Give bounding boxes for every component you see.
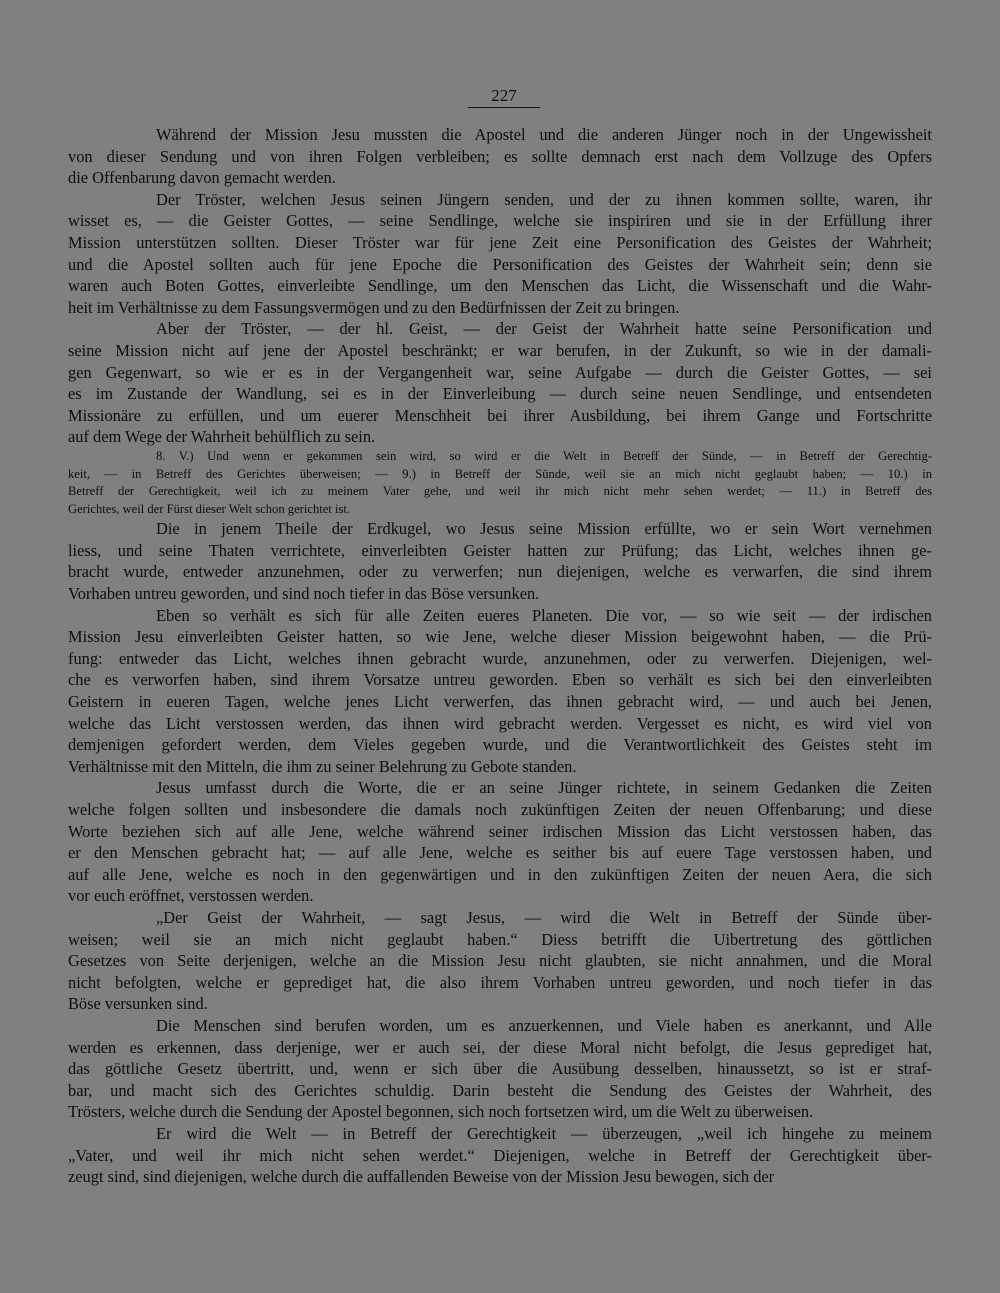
- text-line: welche folgen sollten und insbesondere die damals noch zukünftigen Zeiten der neuen Offenbarung; und diese: [68, 800, 932, 819]
- text-line: auf dem Wege der Wahrheit behülflich zu sein.: [68, 427, 376, 447]
- text-line: gen Gegenwart, so wie er es in der Vergangenheit war, seine Aufgabe — durch die Geister Gottes, — sei: [68, 362, 932, 382]
- text-line: Während der Mission Jesu mussten die Apostel und die anderen Jünger noch in der Ungewissheit: [156, 125, 932, 144]
- text-line: Worte beziehen sich auf alle Jene, welche während seiner irdischen Mission das Licht verstossen haben, das: [68, 821, 932, 841]
- paragraph: [68, 318, 932, 448]
- text-line: keit, — in Betreff des Gerichtes überweisen; — 9.) in Betreff der Sünde, weil sie an mich nicht geglaubt haben; — 10.) in: [68, 466, 932, 481]
- paragraph: [68, 518, 932, 604]
- text-line: Er wird die Welt — in Betreff der Gerechtigkeit — überzeugen, „weil ich hingehe zu meinem: [156, 1123, 932, 1143]
- paragraph: [68, 605, 932, 778]
- text-line: das göttliche Gesetz übertritt, und, wenn er sich über die Ausübung desselben, hinaussetzt, so ist er straf-: [68, 1059, 932, 1079]
- text-line: „Der Geist der Wahrheit, — sagt Jesus, — wird die Welt in Betreff der Sünde über-: [156, 907, 932, 927]
- text-line: weisen; weil sie an mich nicht geglaubt haben.“ Diess betrifft die Uibertretung des göttlichen: [68, 929, 932, 949]
- text-line: Eben so verhält es sich für alle Zeiten eueres Planeten. Die vor, — so wie seit — der irdischen: [156, 605, 932, 625]
- text-line: wisset es, — die Geister Gottes, — seine Sendlinge, welche sie inspiriren und sie in der Erfüllung ihrer: [68, 211, 932, 231]
- text-line: Geistern in eueren Tagen, welche jenes Licht verwerfen, das ihnen gebracht wird, — und auch bei Jenen,: [68, 692, 932, 712]
- text-line: Mission unterstützen sollten. Dieser Tröster war für jene Zeit eine Personification des Geistes der Wahrheit;: [68, 232, 932, 252]
- text-line: vor euch eröffnet, verstossen werden.: [68, 886, 314, 906]
- text-line: bar, und macht sich des Gerichtes schuldig. Darin besteht die Sendung des Geistes der Wahrheit, des: [68, 1080, 932, 1100]
- text-line: Gesetzes von Seite derjenigen, welche an die Mission Jesu nicht glaubten, sie nicht annahmen, und die Moral: [68, 951, 932, 971]
- text-line: Missionäre zu erfüllen, und um euerer Menschheit bei ihrer Ausbildung, bei ihrem Gange und Fortschritte: [68, 405, 932, 425]
- text-line: auf alle Jene, welche es noch in den gegenwärtigen und in den zukünftigen Zeiten der neuen Aera, die sich: [68, 864, 932, 884]
- paragraph: [68, 1123, 932, 1188]
- text-line: welche das Licht verstossen werden, das ihnen wird gebracht werden. Vergesset es nicht, es wird viel von: [68, 713, 932, 733]
- paragraph: [68, 189, 932, 319]
- text-line: es im Zustande der Wandlung, sei es in der Einverleibung — durch seine neuen Sendlinge, und entsendeten: [68, 384, 932, 404]
- text-line: Die Menschen sind berufen worden, um es anzuerkennen, und Viele haben es anerkannt, und Alle: [156, 1015, 932, 1035]
- paragraph: [68, 1015, 932, 1123]
- text-line: seine Mission nicht auf jene der Apostel beschränkt; er war berufen, in der Zukunft, so wie in der damali-: [68, 340, 932, 360]
- text-line: die Offenbarung davon gemacht werden.: [68, 168, 336, 188]
- text-line: Aber der Tröster, — der hl. Geist, — der Geist der Wahrheit hatte seine Personification und: [156, 319, 932, 339]
- text-line: Verhältnisse mit den Mitteln, die ihm zu seiner Belehrung zu Gebote standen.: [68, 756, 577, 776]
- text-line: fung: entweder das Licht, welches ihnen gebracht wurde, anzunehmen, oder zu verwerfen. Diejenigen, wel-: [68, 648, 932, 668]
- text-line: demjenigen gefordert werden, dem Vieles gegeben wurde, und die Verantwortlichkeit des Geistes steht im: [68, 735, 932, 755]
- text-line: und die Apostel sollten auch für jene Epoche die Personification des Geistes der Wahrheit sein; denn sie: [68, 254, 932, 274]
- text-line: Mission Jesu einverleibten Geister hatten, so wie Jene, welche dieser Mission beigewohnt haben, — die Prü-: [68, 627, 932, 647]
- text-line: er den Menschen gebracht hat; — auf alle Jene, welche es seither bis auf euere Tage verstossen haben, und: [68, 843, 932, 863]
- footnote: [68, 448, 932, 518]
- text-line: von dieser Sendung und von ihren Folgen verbleiben; es sollte demnach erst nach dem Vollzuge des Opfers: [68, 146, 932, 166]
- text-line: Trösters, welche durch die Sendung der Apostel begonnen, sich noch fortsetzen wird, um die Welt zu überweisen.: [68, 1102, 814, 1122]
- text-line: heit im Verhältnisse zu dem Fassungsvermögen und zu den Bedürfnissen der Zeit zu bringen.: [68, 297, 680, 317]
- paragraph: [68, 777, 932, 907]
- text-line: nicht befolgten, welche er geprediget hat, die also ihrem Vorhaben untreu geworden, und noch tiefer in das: [68, 972, 932, 992]
- page-number: 227: [468, 86, 540, 108]
- text-line: Der Tröster, welchen Jesus seinen Jüngern senden, und der zu ihnen kommen sollte, waren, ihr: [156, 189, 932, 209]
- text-line: Jesus umfasst durch die Worte, die er an seine Jünger richtete, in seinem Gedanken die Zeiten: [156, 778, 932, 798]
- text-line: Vorhaben untreu geworden, und sind noch tiefer in das Böse versunken.: [68, 584, 540, 604]
- text-line: Böse versunken sind.: [68, 994, 208, 1014]
- text-line: liess, und seine Thaten verrichtete, einverleibten Geister hatten zur Prüfung; das Licht, welches ihnen ge-: [68, 540, 932, 560]
- text-line: zeugt sind, sind diejenigen, welche durch die auffallenden Beweise von der Mission Jesu bewogen, sich der: [68, 1167, 775, 1187]
- text-line: che es verworfen haben, sind ihrem Vorsatze untreu geworden. Eben so verhält es sich bei den einverleibten: [68, 670, 932, 690]
- body-text: [68, 124, 932, 1188]
- text-line: 8. V.) Und wenn er gekommen sein wird, so wird er die Welt in Betreff der Sünde, — in Betreff der Gerechtig-: [156, 448, 932, 463]
- text-line: waren auch Boten Gottes, einverleibte Sendlinge, um den Menschen das Licht, die Wissenschaft und die Wahr-: [68, 276, 932, 296]
- paragraph: [68, 124, 932, 189]
- text-line: bracht wurde, entweder anzunehmen, oder zu verwerfen; nun diejenigen, welche es verwarfen, die sind ihrem: [68, 562, 932, 582]
- text-line: werden es erkennen, dass derjenige, wer er auch sei, der diese Moral nicht befolgt, die Jesus geprediget hat,: [68, 1037, 932, 1057]
- text-line: Betreff der Gerechtigkeit, weil ich zu meinem Vater gehe, und weil ihr mich nicht mehr sehen werdet; — 11.) in Betreff des: [68, 484, 932, 499]
- text-line: Die in jenem Theile der Erdkugel, wo Jesus seine Mission erfüllte, wo er sein Wort vernehmen: [156, 519, 932, 539]
- text-line: „Vater, und weil ihr mich nicht sehen werdet.“ Diejenigen, welche in Betreff der Gerechtigkeit über-: [68, 1145, 932, 1165]
- paragraph: [68, 907, 932, 1015]
- text-line: Gerichtes, weil der Fürst dieser Welt schon gerichtet ist.: [68, 501, 351, 516]
